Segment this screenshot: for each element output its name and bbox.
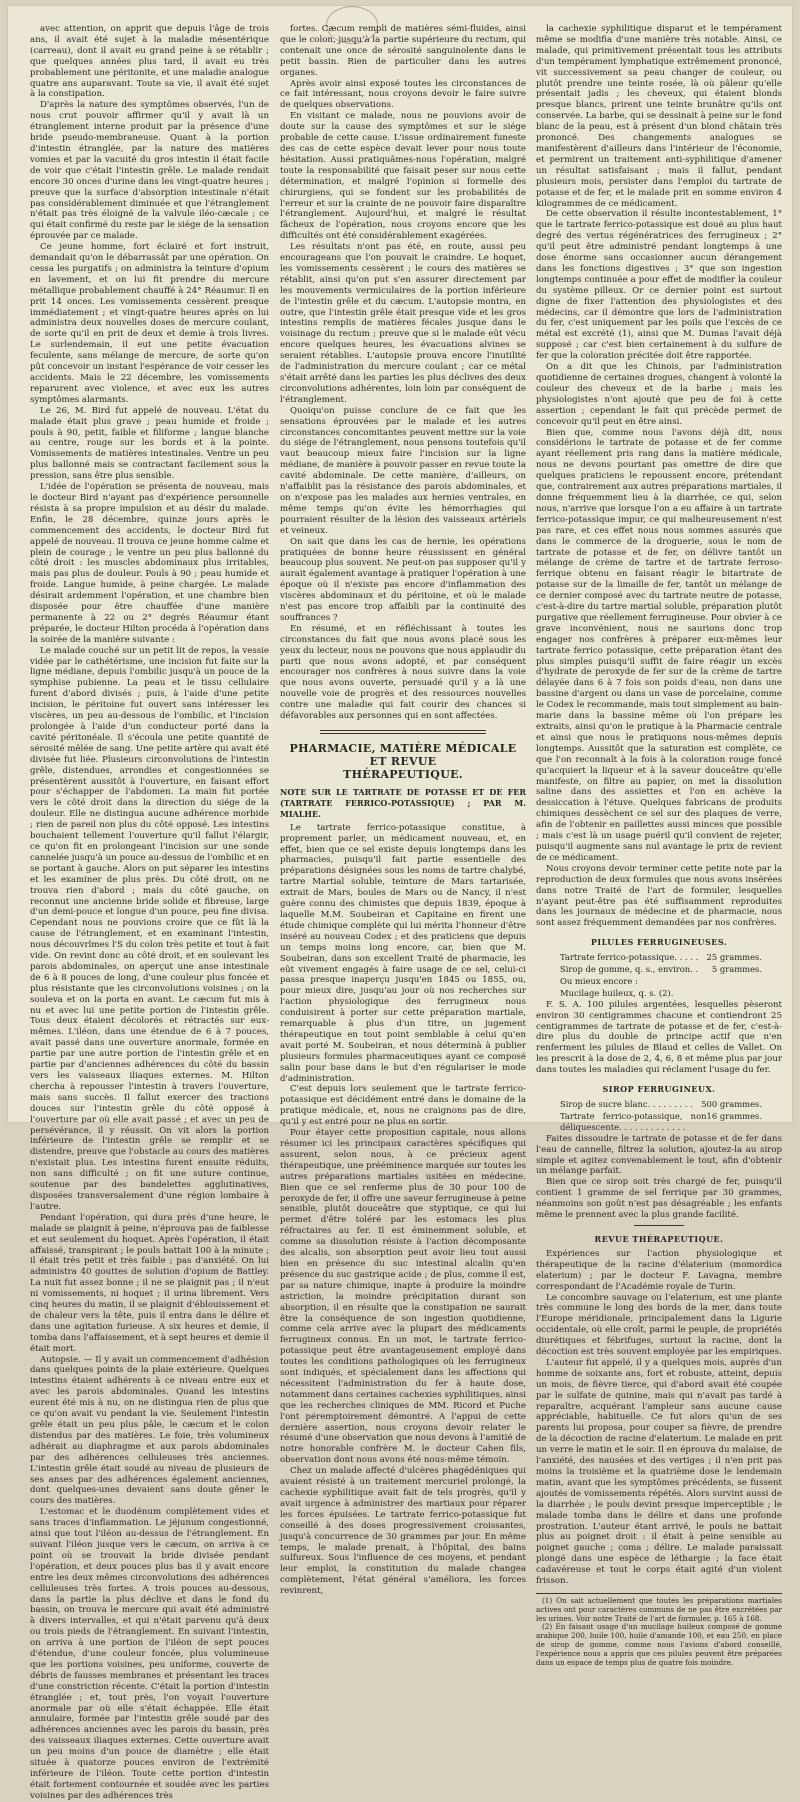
paragraph: Bien que, comme nous l'avons déjà dit, nous considérions le tartrate de potasse et de fer comme ayant réellement pris rang dans la matière médicale, nous ne devons pourtant pas omettre de dire que quelques praticiens le repoussent encore, prétendant que, contrairement aux autres préparations martiales, il donne fréquemment lieu à la diarrhée, ce qui, selon nous, n'arrive que lorsque l'on a eu affaire à un tartrate ferrico-potassique impur, ce qui malheureusement n'est pas rare, et ces effet nous nous sommes assurés que dans le commerce de la droguerie, sous le nom de tartrate de potasse et de fer, on délivre tantôt un mélange de crème de tartre et de tartrate ferroso-ferrique obtenu en faisant réagir le bitartrate de potasse sur de la limaille de fer, tantôt un mélange de ce dernier composé avec du tartrate neutre de potasse, c'est-à-dire du tartre martial soluble, préparation plutôt purgative que réellement ferrugineuse. Pour obvier à ce grave inconvénient, nous ne saurions donc trop engager nos confrères à préparer eux-mêmes leur tartrate ferrico potassique, cette préparation étant des plus simples puisqu'il suffit de faire réagir un excès d'hydrate de peroxyde de fer sur de la crème de tartre délayée dans 6 à 7 fois son poids d'eau, non dans une bassine d'argent ou dans un vase de porcelaine, comme le Codex le recommande, mais tout simplement au bain-marie dans la bassine même où l'on prépare les extraits, ainsi qu'on le pratique à la Pharmacie centrale et ainsi que nous le pratiquons nous-mêmes depuis longtemps. Aussitôt que la saturation est complète, ce que l'on reconnaît à la fois à la coloration rouge foncé qu'acquiert la liqueur et à la saveur douceâtre qu'elle manifeste, on filtre au papier, on met la dissolution saline dans des assiettes et l'on en achève la dessiccation à l'étuve. Quelques fabricans de produits chimiques dessèchent ce sel sur des plaques de verre, afin de l'obtenir en paillettes aussi minces que possible ; mais c'est là un usage puéril qu'il convient de rejeter, puisqu'il augmente sans nul avantage le prix de revient de ce médicament. xyxy=(536,427,782,863)
section-title-line-2: THÉRAPEUTIQUE. xyxy=(343,768,463,781)
ingredient-name: Sirop de sucre blanc. . . . . . . . . xyxy=(560,1099,693,1109)
revue-divider xyxy=(634,1225,684,1226)
column-middle-paragraphs-bottom xyxy=(280,823,526,1597)
paragraph: Le 26, M. Bird fut appelé de nouveau. L'état du malade était plus grave ; peau humide et froide ; pouls à 90, petit, faible et filiforme ; langue blanche au centre, rouge sur les bords et à la pointe. Vomissements de matières intestinales. Ventre un peu plus ballonné mais se contractant facilement sous la pression, sans être plus sensible. xyxy=(30,405,269,482)
section-divider-second xyxy=(320,733,486,734)
paragraph: De cette observation il résulte incontestablement, 1° que le tartrate ferrico-potassique est doué au plus haut degré des vertus régénératrices des ferrugineux ; 2° qu'il peut être administré pendant longtemps à une dose énorme sans occasionner aucun dérangement dans les fonctions digestives ; 3° que son ingestion longtemps continuée a pour effet de modifier la couleur du système pilleux. Or ce dernier point est surtout digne de fixer l'attention des physiologistes et des médecins, car il démontre que lors de l'administration du fer, c'est uniquement par les poils que l'excès de ce métal est excrété (1), ainsi que M. Dumas l'avait déjà supposé ; car c'est bien certainement à du sulfure de fer que la coloration précitée doit être rapportée. xyxy=(536,209,782,362)
formula-ingredient xyxy=(560,988,782,999)
formula-1-text: F. S. A. 100 pilules argentées, lesquelles pèseront environ 30 centigrammes chacune et contiendront 25 centigrammes de tartrate de potasse et de fer, c'est-à-dire plus du double de principe actif que n'en renferment les pilules de Blaud et celles de Vallet. On les prescrit à la dose de 2, 4, 6, 8 et même plus par jour dans toutes les maladies qui réclament l'usage du fer. xyxy=(536,999,782,1076)
ingredient-name: Mucilage huileux, q. s. (2). xyxy=(560,987,674,998)
formula-ingredient xyxy=(560,964,782,975)
column-right-paragraphs-top xyxy=(536,24,782,929)
paragraph: avec attention, on apprit que depuis l'âge de trois ans, il avait été sujet à la maladie mésentérique (carreau), dont il avait eu grand peine à se rétablir ; que quelques années plus tard, il avait eu très probablement une péritonite, et une maladie analogue quatre ans auparavant. Toute sa vie, il avait été sujet à la constipation. xyxy=(30,24,269,100)
paragraph: Expériences sur l'action physiologique et thérapeutique de la racine d'élaterium (momordica elaterium) ; par le docteur F. Lavagna, membre correspondant de l'Académie royale de Turin. xyxy=(536,1248,782,1292)
paragraph: L'idée de l'opération se présenta de nouveau, mais le docteur Bird n'ayant pas d'expérience personnelle résista à sa propre impulsion et au désir du malade. Enfin, le 28 décembre, quinze jours après le commencement des accidents, le docteur Bird fut appelé de nouveau. Il trouva ce jeune homme calme et plein de courage ; le ventre un peu plus ballonné du côté droit : les muscles abdominaux plus irritables, mais pas plus de douleur. Pouls à 90 ; peau humide et froide. Langue humide, à peine chargée. Le malade désirait ardemment l'opération, et une chambre bien disposée pour être chauffée d'une manière permanente à 22 ou 2° degrés Réaumur étant préparée, le docteur Hilton procéda à l'opération dans la soirée de la manière suivante : xyxy=(30,482,269,645)
paragraph: On sait que dans les cas de hernie, les opérations pratiquées de bonne heure réussissent en général beaucoup plus souvent. Ne peut-on pas supposer qu'il y aurait également avantage à pratiquer l'opération à une époque où il n'existe pas encore d'inflammation des viscères abdominaux et du péritoine, et où le malade n'est pas encore trop affaibli par la continuité des souffrances ? xyxy=(280,536,526,623)
newspaper-page xyxy=(8,6,792,1801)
formula-2-ingredients xyxy=(536,1099,782,1133)
section-divider xyxy=(320,730,486,731)
revue-paragraphs xyxy=(536,1249,782,1587)
paragraph: Après avoir ainsi exposé toutes les circonstances de ce fait intéressant, nous croyons devoir le faire suivre de quelques observations. xyxy=(280,78,526,111)
ingredient-name: Ou mieux encore : xyxy=(560,975,638,986)
ingredient-name: Sirop de gomme, q. s., environ. . xyxy=(560,964,699,975)
ingredient-amount: 25 grammes. xyxy=(706,952,762,963)
paragraph: la cachexie syphilitique disparut et le tempérament même se modifia d'une manière très notable. Ainsi, ce malade, qui primitivement présentait tous les attributs d'un tempérament lymphatique extrêmement prononcé, vit successivement sa peau changer de couleur, ou plutôt prendre une teinte rosée, là où pâleur qu'elle présentait jadis ; les cheveux, qui étaient blonds presque blancs, prirent une teinte brunâtre qu'ils ont conservée. La barbe, qui se dessinait à peine sur le fond blanc de la peau, est à présent d'un blond châtain très prononcé. Des changements analogues se manifestèrent d'ailleurs dans l'intérieur de l'économie, et permirent un traitement anti-syphilitique d'amener un résultat satisfaisant ; mais il fallut, pendant plusieurs mois, persister dans l'emploi du tartrate de potasse et de fer, et le malade prit en somme environ 4 kilogrammes de ce médicament. xyxy=(536,24,782,209)
section-title xyxy=(280,742,526,781)
formula-1-ingredients xyxy=(536,952,782,999)
paragraph: On a dit que les Chinois, par l'administration quotidienne de certaines drogues, changent à volonté la couleur des cheveux et de la barbe ; mais les physiologistes n'ont ajouté que peu de foi à cette assertion ; cependant le fait qui précède permet de concevoir qu'il peut en être ainsi. xyxy=(536,362,782,427)
paragraph: Quoiqu'on puisse conclure de ce fait que les sensations éprouvées par le malade et les autres circonstances concomitantes peuvent mettre sur la voie du siége de l'étranglement, nous pensons toutefois qu'il vaut beaucoup mieux faire l'incision sur la ligne médiane, de manière à pouvoir passer en revue toute la cavité abdominale. De cette manière, d'ailleurs, on n'affaiblit pas la résistance des parois abdominales, et on n'expose pas les malades aux hernies ventrales, en même temps qu'on évite les hémorrhagies qui pourraient résulter de la lésion des vaisseaux artériels et veineux. xyxy=(280,405,526,536)
paragraph: Autopsie. — Il y avait un commencement d'adhésion dans quelques points de la plaie extérieure. Quelques intestins étaient adhérents à ce niveau entre eux et avec les parois abdominales. Quand les intestins eurent été mis à nu, on ne distingua rien de plus que ce qu'on avait vu pendant la vie. Seulement l'intestin grêle était un peu plus pâle, le cæcum et le colon distendus par des matières. Le foie, très volumineux adhérait au diaphragme et aux parois abdominales par des adhérences celluleuses très anciennes. L'intestin grêle était soudé au niveau de plusieurs de ses anses par des adhérences également anciennes, dont quelques-unes devaient sans doute gêner le cours des matières. xyxy=(30,1354,269,1507)
paragraph: Nous croyons devoir terminer cette petite note par la reproduction de deux formules que nous avons insérées dans notre Traité de l'art de formuler, lesquelles n'ayant peut-être pas été suffisamment reproduites dans les journaux de médecine et de pharmacie, nous sont assez fréquemment demandées par nos confrères. xyxy=(536,863,782,929)
ingredient-name: Tartrate ferrico-potassique, non déliquescente. . . . . . . . . . . . . xyxy=(560,1110,707,1132)
paragraph: Pendant l'opération, qui dura près d'une heure, le malade se plaignit à peine, n'éprouva pas de faiblesse et eut seulement du hoquet. Après l'opération, il était affaissé, transpirant ; le pouls battait 100 à la minute ; il était très petit et très faible ; pas d'anxiété. On lui administra 40 gouttes de solution d'opium de Battley. La nuit fut assez bonne ; il ne se plaignit pas ; il n'eut ni vomissements, ni hoquet ; il urina librement. Vers cinq heures du matin, il se plaignit d'éblouissement et de chaleur vers la tête, puis il entra dans le délire et dans une agitation furieuse. A six heures et demie, il tomba dans l'affaissement, et à sept heures et demie il était mort. xyxy=(30,1212,269,1354)
paragraph: L'auteur fut appelé, il y a quelques mois, auprès d'un homme de soixante ans, fort et robuste, atteint, depuis un mois, de fièvre tierce, qui d'abord avait été coupée par le sulfate de quinine, mais qui n'avait pas tardé à reparaître, acquérant l'ampleur sans aucune cause appréciable, habituelle. Ce fut alors qu'un de ses parents lui proposa, pour couper sa fièvre, de prendre de la décoction de racine d'elaterium. Le malade en prit un verre le matin et le soir. Il en éprouva du malaise, de l'anxiété, des nausées et des vertiges ; il n'en prit pas moins la troisième et la quatrième dose le lendemain matin, avant que les symptômes précédents, se fussent ajoutés de vomissements répétés. Alors survint aussi de la diarrhée ; le pouls devint presque imperceptible ; le malade tomba dans le délire et dans une profonde prostration. L'auteur étant arrivé, le pouls ne battait plus au poignet droit : il était à peine sensible au poignet gauche ; coma ; délire. Le malade paraissait plongé dans une espèce de léthargie ; la face était cadavéreuse et tout le corps était agité d'un violent frisson. xyxy=(536,1357,782,1587)
ingredient-name: Tartrate ferrico-potassique. . . . . xyxy=(560,952,699,963)
paragraph: D'après la nature des symptômes observés, l'un de nous crut pouvoir affirmer qu'il y avait là un étranglement interne produit par la présence d'une bride pseudo-membraneuse. Quant à la portion d'intestin étranglée, par la nature des matières vomies et par la vacuité du gros intestin il était facile de voir que c'était l'intestin grêle. Le malade rendait encore 30 onces d'urine dans les vingt-quatre heures ; preuve que la surface d'absorption intestinale n'était pas considérablement diminuée et que l'étranglement n'était pas très éloigné de la valvule iléo-cæcale ; ce qui était confirmé du reste par le siége de la sensation éprouvée par ce malade. xyxy=(30,100,269,242)
formula-2-title: SIROP FERRUGINEUX. xyxy=(602,1084,716,1095)
column-right xyxy=(536,24,782,1667)
formula-ingredient xyxy=(560,952,782,963)
ingredient-amount: 500 grammes. xyxy=(701,1099,762,1109)
paragraph: L'estomac et le duodénum complètement vides et sans traces d'inflammation. Le jéjunum congestionné, ainsi que tout l'iléon au-dessus de l'étranglement. En suivant l'iléon jusque vers le cæcum, on arriva à ce point où se trouvait la bride divisée pendant l'opération, et deux pouces plus bas il y avait encore entre les deux mêmes circonvolutions des adhérences celluleuses très fortes. A trois pouces au-dessous, dans la partie la plus déclive et dans le fond du bassin, on trouva le mercure qui avait été administré à divers intervalles, et qui n'était parvenu qu'à deux ou trois pieds de l'étranglement. En suivant l'intestin, on arriva à une portion de l'iléon de sept pouces d'étendue, d'une couleur foncée, plus volumineuse que les portions voisines, peu uniforme, couverte de débris de fausses membranes et présentant les traces d'une constriction récente. C'était la portion d'intestin étranglée ; et, tout près, l'on voyait l'ouverture anormale par où elle s'était échappée. Elle était annulaire, formée par l'intestin grêle soudé par des adhérences anciennes avec les parois du bassin, près des vaisseaux iliaques externes. Cette ouverture avait un peu moins d'un pouce de diamètre ; elle était située à quatorze pouces environ de l'extrémité inférieure de l'iléon. Toute cette portion d'intestin était fortement contournée et soudée avec les parties voisines par des adhérences très xyxy=(30,1507,269,1801)
column-middle xyxy=(280,24,526,1597)
paragraph: En résumé, et en réfléchissant à toutes les circonstances du fait que nous avons placé sous les yeux du lecteur, nous ne pouvons que nous applaudir du parti que nous avons adopté, et par conséquent encourager nos confrères à nous suivre dans la voie que nous avons ouverte, persuadé qu'il y a là une nouvelle voie de progrès et des ressources nouvelles contre une maladie qui fait courir des chances si défavorables aux personnes qui en sont affectées. xyxy=(280,623,526,722)
paragraph: Le concombre sauvage ou l'elaterium, est une plante très commune le long des bords de la mer, dans toute l'Europe méridionale, principalement dans la Ligurie occidentale, où elle croît, parmi le peuple, de propriétés diurétiques et fébrifuges, surtout la racine, dont la décoction est très souvent employée par les empiriques. xyxy=(536,1292,782,1358)
revue-title: REVUE THÉRAPEUTIQUE. xyxy=(594,1233,724,1244)
column-left xyxy=(30,24,269,1801)
paragraph: Le malade couché sur un petit lit de repos, la vessie vidée par le cathétérisme, une incision fut faite sur la ligne médiane, depuis l'ombilic jusqu'à un pouce de la symphise pubienne. La peau et le tissu cellulaire furent d'abord divisés ; puis, à l'aide d'une petite incision, le péritoine fut ouvert sans intéresser les viscères, un peu au-dessous de l'ombilic, et l'incision prolongée à l'aide d'un conducteur porté dans la cavité péritonéale. Il s'écoula une petite quantité de sérosité mêlée de sang. Une petite artère qui avait été divisée fut liée. Plusieurs circonvolutions de l'intestin grêle, distendues, arrondies et congestionnées se présentèrent aussitôt à l'ouverture, en faisant effort pour s'échapper de l'abdomen. La main fut portée vers le côté droit dans la direction du siége de la douleur. Elle ne distingua aucune adhérence morbide ; rien de pareil non plus du côté opposé. Les intestins bouchaient tellement l'ouverture qu'il fallut l'élargir, ce qu'on fit en prolongeant l'incision sur une sonde cannelée jusqu'à un pouce au-dessus de l'ombilic et en se portant à gauche. Alors on put séparer les intestins et les examiner de plus près. Du côté droit, on ne trouva rien d'abord ; mais du côté gauche, on reconnut une ancienne bride solide et fibreuse, large d'un demi-pouce et longue d'un pouce, peu fine divisa. Cependant nous ne pouvions croire que ce fût là la cause de l'étranglement, et en examinant l'intestin, nous découvrîmes l'S du colon très petite et tout à fait vide. On revint donc au côté droit, et en soulevant les parois abdominales, on aperçut une anse intestinale de 6 à 8 pouces de long, d'une couleur plus foncée et plus résistante que les circonvolutions voisines ; on la souleva et on la porta en avant. Le cæcum fut mis à nu et avec lui une petite portion de l'intestin grêle. Tous deux étaient décolorés et rétractés sur eux-mêmes. L'iléon, dans une étendue de 6 à 7 pouces, avait passé dans une ouverture anormale, formée en partie par une autre portion de l'intestin grêle et en partie par d'anciennes adhérences du côté du bassin vers les vaisseaux iliaques externes. M. Hilton chercha à repousser l'intestin à travers l'ouverture, mais sans succès. Il fallut exercer des tractions douces sur l'intestin grêle du côté opposé à l'ouverture par où elle avait passé ; et avec un peu de persévérance, il y réussit. On vit alors la portion inférieure de l'intestin grêle se remplir et se distendre, preuve que l'obstacle au cours des matières n'existait plus. Les intestins furent ensuite réduits, non sans difficulté ; on fit une suture continue, soutenue par des bandelettes agglutinatives, disposées transversalement d'une région lombaire à l'autre. xyxy=(30,645,269,1212)
ingredient-amount: 5 grammes. xyxy=(711,964,762,975)
paragraph: Le tartrate ferrico-potassique constitue, à proprement parler, un médicament nouveau, et, en effet, bien que ce sel existe depuis longtemps dans les pharmacies, puisqu'il fait partie essentielle des préparations désignées sous les noms de tartre chalybé, tartre Martial soluble, teinture de Mars tartarisée, extrait de Mars, boules de Mars ou de Nancy, il n'est guère connu des chimistes que depuis 1839, époque à laquelle M.M. Soubeiran et Capitaine en firent une étude chimique complète qui lui mérita l'honneur d'être inséré au nouveau Codex ; et des praticiens que depuis un temps moins long encore, car, bien que M. Soubeiran, dans son excellent Traité de pharmacie, les eût vivement engagés à faire usage de ce sel, celui-ci passa presque inaperçu jusqu'en 1845 ou 1855, ou, pour mieux dire, jusqu'au jour où nos recherches sur l'action physiologique des ferrugineux nous conduisirent à porter sur cette préparation martiale, remarquable à plus d'un titre, un jugement thérapeutique en tout point semblable à celui qu'en avait porté M. Soubeiran, et nous déterminà à publier plusieurs formules pharmaceutiques ayant ce composé salin pour base dans le but d'en régulariser le mode d'administration. xyxy=(280,822,526,1084)
paragraph: Pour étayer cette proposition capitale, nous allons résumer ici les principaux caractères spécifiques qui assurent, selon nous, à ce précieux agent thérapeutique, une prééminence marquée sur toutes les autres préparations martiales usitées en médecine. Bien que ce sel renferme plus de 30 pour 100 de peroxyde de fer, il offre une saveur ferrugineuse à peine sensible, plutôt douceâtre que styptique, ce qui lui permet d'être toléré par les estomacs les plus réfractaires au fer. Il est éminemment soluble, et comme sa dissolution résiste à l'action décomposante des alcalis, son absorption peut avoir lieu tout aussi bien en présence du suc intestinal alcalin qu'en présence du suc gastrique acide ; de plus, comme il est, par sa nature chimique, inapte à produire la moindre astriction, la moindre précipitation durant son absorption, il en résulte que la constipation ne saurait être la conséquence de son ingestion quotidienne, comme cela arrive avec la plupart des médicaments ferrugineux connus. En un mot, le tartrate ferrico-potassique peut être avantageusement employé dans toutes les conditions pathologiques où les ferrugineux sont indiqués, et spécialement dans les affections qui nécessitent l'administration du fer à haute dose, notamment dans certaines cachexies syphilitiques, ainsi que les recherches cliniques de MM. Ricord et Puche l'ont péremptoirement démontré. A l'appui de cette dernière assertion, nous croyons devoir relater le résumé d'une observation que nous devons à l'amitié de notre honorable confrère M. le docteur Cahen fils, observation dont nous avons été nous-même témoin. xyxy=(280,1128,526,1466)
note-heading: NOTE SUR LE TARTRATE DE POTASSE ET DE FER (TARTRATE FERRICO-POTASSIQUE) ; PAR M. MIALHE. xyxy=(280,787,526,819)
footnotes xyxy=(536,1593,782,1667)
formula-2-text: Faites dissoudre le tartrate de potasse et de fer dans l'eau de cannelle, filtrez la solution, ajoutez-la au sirop simple et agitez convenablement le tout, afin d'obtenir un mélange parfait. xyxy=(536,1133,782,1177)
ingredient-amount: 16 grammes. xyxy=(706,1110,762,1121)
formula-ingredient xyxy=(560,1099,782,1110)
column-middle-paragraphs-top xyxy=(280,24,526,722)
paragraph: Chez un malade affecté d'ulcères phagédéniques qui avaient résisté à un traitement mercuriel prolongé, la cachexie syphilitique avait fait de tels progrès, qu'il y avait urgence à administrer des martiaux pour réparer les forces épuisées. Le tartrate ferrico-potassique fut conseillé à des doses progressivement croissantes, jusqu'à concurrence de 30 grammes par jour. En même temps, le malade prenait, à l'hôpital, des bains sulfureux. Sous l'influence de ces moyens, et pendant leur emploi, la constitution du malade changea complètement, l'état général s'améliora, les forces revinrent, xyxy=(280,1466,526,1597)
paragraph: Les résultats n'ont pas été, en route, aussi peu encourageans que l'on pouvait le craindre. Le hoquet, les vomissements cessèrent ; le cours des matières se rétablit, ainsi qu'on put s'en assurer directement par les mouvements vermiculaires de la portion inférieure de l'intestin grêle et du cæcum. L'autopsie montra, en outre, que l'intestin grêle était presque vide et les gros intestins remplis de matières fécales jusque dans le voisinage du rectum ; preuve que si le malade eût vécu encore quelques heures, les évacuations alvines se seraient rétablies. L'autopsie prouva encore l'inutilité de l'administration du mercure coulant ; car ce métal s'était arrêté dans les parties les plus déclives des deux circonvolutions adhérentes, loin loin par conséquent de l'étranglement. xyxy=(280,242,526,405)
footnote: (2) En faisant usage d'un mucilage huileux composé de gomme arabique 200, huile 100, huile d'amande 100, et eau 250, en place de sirop de gomme, comme nous l'avions d'abord conseillé, l'expérience nous a appris que ces pilules peuvent être préparées dans un espace de temps plus de quatre fois moindre. xyxy=(536,1622,782,1667)
column-left-paragraphs xyxy=(30,24,269,1802)
formula-ingredient xyxy=(560,1111,782,1133)
section-title-line-1: PHARMACIE, MATIÈRE MÉDICALE ET REVUE xyxy=(289,742,517,768)
paragraph: En visitant ce malade, nous ne pouvions avoir de doute sur la cause des symptômes et sur le siége probable de cette cause. L'issue ordinairement funeste des cas de cette espèce devait lever pour nous toute hésitation. Aussi pratiquâmes-nous l'opération, malgré toute la responsabilité que faisait peser sur nous cette détermination, et malgré l'opinion si formelle des chirurgiens, qui se fondent sur les probabilités de l'erreur et sur la crainte de ne pouvoir faire disparaître l'étranglement. Aujourd'hui, et malgré le résultat fâcheux de l'opération, nous croyons encore que les difficultés ont été considérablement exagérées. xyxy=(280,111,526,242)
footnote: (1) On sait actuellement que toutes les préparations martiales actives ont pour caractères communs de ne pas être excrétées par les urines. Voir notre Traité de l'art de formuler, p. 165 à 168. xyxy=(536,1595,782,1623)
paragraph: C'est depuis lors seulement que le tartrate ferrico-potassique est décidément entré dans le domaine de la pratique médicale, et, nous ne craignons pas de dire, qu'il y est entré pour ne plus en sortir. xyxy=(280,1084,526,1128)
paragraph: Ce jeune homme, fort éclairé et fort instruit, demandait qu'on le débarrassât par une opération. On cessa les purgatifs ; on administra la teinture d'opium en lavement, et on lui fit prendre du mercure métallique probablement chauffé à 24° Réaumur. Il en prit 14 onces. Les vomissements cessèrent presque immédiatement ; et vingt-quatre heures après on lui administra deux nouvelles doses de mercure coulant, de sorte qu'il en prit de deux et demie à trois livres. Le surlendemain, il eut une petite évacuation feculente, sans mélange de mercure, de sorte qu'on pût concevoir un instant l'espérance de voir cesser les accidents. Mais le 22 décembre, les vomissements reparurent avec violence, et avec eux les autres symptômes alarmants. xyxy=(30,242,269,405)
formula-1-title: PILULES FERRUGINEUSES. xyxy=(590,937,728,948)
formula-ingredient xyxy=(560,976,782,987)
formula-2-text-2: Bien que ce sirop soit très chargé de fer, puisqu'il contient 1 gramme de sel ferrique par 30 grammes, néanmoins son goût n'est pas désagréable ; les enfants même le prennent avec la plus grande facilité. xyxy=(536,1177,782,1221)
paragraph: fortes. Cæcum rempli de matières sémi-fluides, ainsi que le colon, jusqu'à la partie supérieure du rectum, qui contenait une once de sérosité sanguinolente dans le petit bassin. Rien de particulier dans les autres organes. xyxy=(280,24,526,78)
